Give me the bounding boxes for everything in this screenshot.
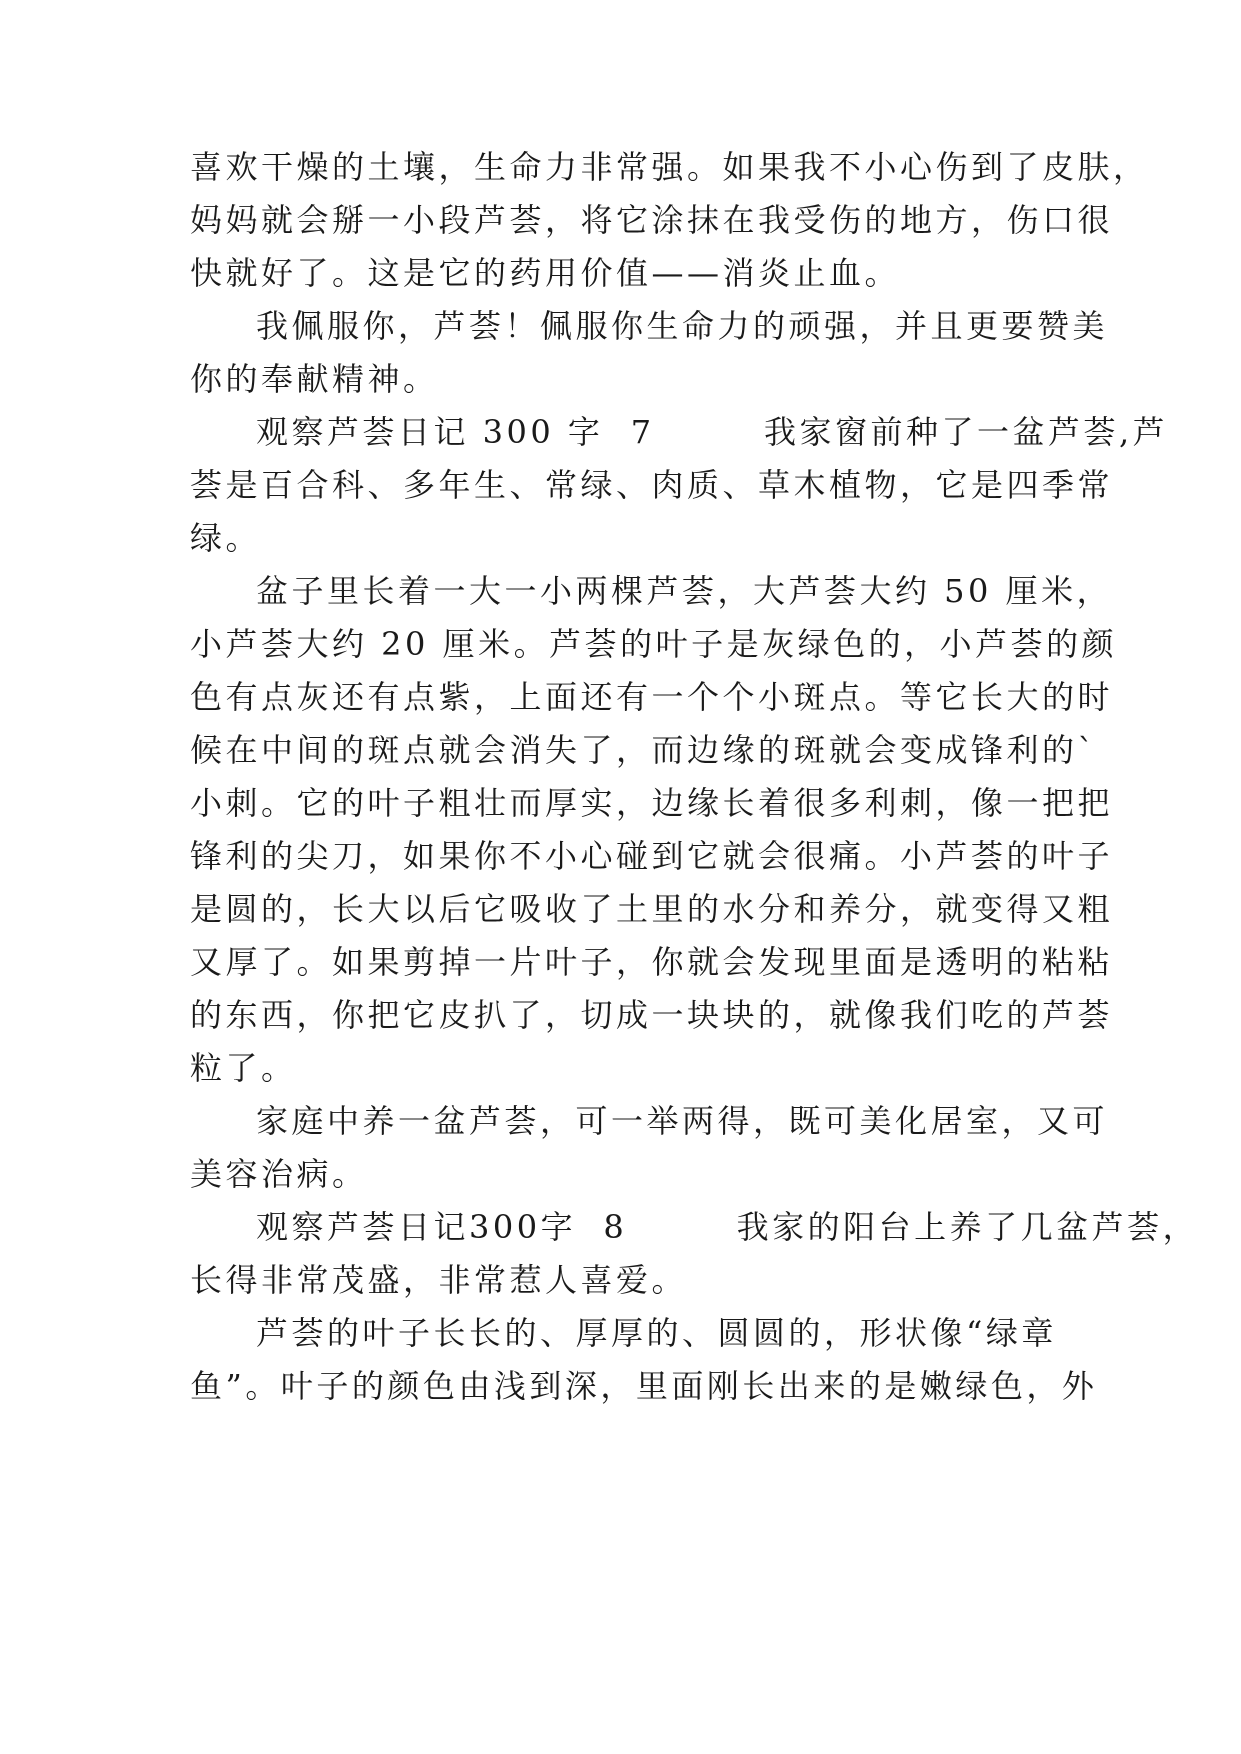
text-line: 小芦荟大约 20 厘米。芦荟的叶子是灰绿色的，小芦荟的颜 bbox=[190, 625, 1118, 663]
text-line: 锋利的尖刀，如果你不小心碰到它就会很痛。小芦荟的叶子 bbox=[190, 837, 1114, 875]
text-line: 小刺。它的叶子粗壮而厚实，边缘长着很多利刺，像一把把 bbox=[190, 784, 1114, 822]
section-heading-line: 观察芦荟日记300字 8 我家的阳台上养了几盆芦荟， bbox=[256, 1208, 1199, 1246]
text-line: 又厚了。如果剪掉一片叶子，你就会发现里面是透明的粘粘 bbox=[190, 943, 1114, 981]
text-line: 鱼”。叶子的颜色由浅到深，里面刚长出来的是嫩绿色，外 bbox=[190, 1367, 1098, 1405]
text-line: 荟是百合科、多年生、常绿、肉质、草木植物，它是四季常 bbox=[190, 466, 1114, 504]
paragraph-start-line: 家庭中养一盆芦荟，可一举两得，既可美化居室，又可 bbox=[256, 1102, 1109, 1140]
text-line: 喜欢干燥的土壤，生命力非常强。如果我不小心伤到了皮肤， bbox=[190, 148, 1149, 186]
section-heading-line: 观察芦荟日记 300 字 7 我家窗前种了一盆芦荟,芦 bbox=[256, 413, 1169, 451]
paragraph-start-line: 盆子里长着一大一小两棵芦荟，大芦荟大约 50 厘米， bbox=[256, 572, 1113, 610]
text-line: 的东西，你把它皮扒了，切成一块块的，就像我们吃的芦荟 bbox=[190, 996, 1114, 1034]
text-line: 色有点灰还有点紫，上面还有一个个小斑点。等它长大的时 bbox=[190, 678, 1114, 716]
text-line: 粒了。 bbox=[190, 1049, 297, 1087]
paragraph-start-line: 芦荟的叶子长长的、厚厚的、圆圆的，形状像“绿章 bbox=[256, 1314, 1057, 1352]
text-line: 妈妈就会掰一小段芦荟，将它涂抹在我受伤的地方，伤口很 bbox=[190, 201, 1114, 239]
text-line: 你的奉献精神。 bbox=[190, 360, 439, 398]
text-line: 美容治病。 bbox=[190, 1155, 368, 1193]
paragraph-start-line: 我佩服你，芦荟！佩服你生命力的顽强，并且更要赞美 bbox=[256, 307, 1109, 345]
text-line: 是圆的，长大以后它吸收了土里的水分和养分，就变得又粗 bbox=[190, 890, 1114, 928]
text-line: 绿。 bbox=[190, 519, 262, 557]
text-line: 长得非常茂盛，非常惹人喜爱。 bbox=[190, 1261, 688, 1299]
text-line: 候在中间的斑点就会消失了，而边缘的斑就会变成锋利的` bbox=[190, 731, 1098, 769]
text-line: 快就好了。这是它的药用价值——消炎止血。 bbox=[190, 254, 901, 292]
